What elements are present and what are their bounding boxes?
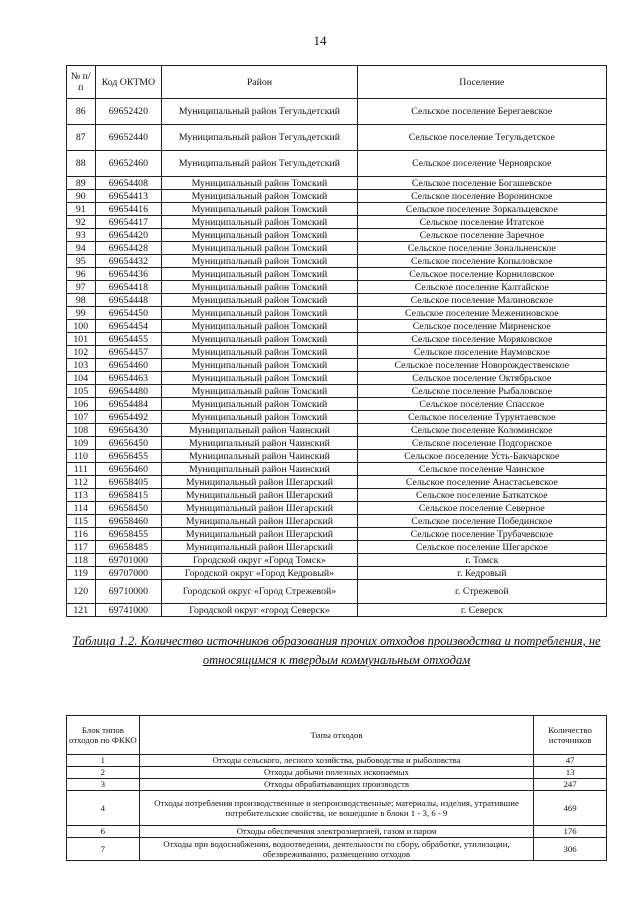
row-num: 104: [67, 372, 96, 385]
row-settlement: г. Кедровый: [357, 567, 606, 580]
row-settlement: г. Северск: [357, 604, 606, 617]
row-district: Муниципальный район Томский: [162, 346, 357, 359]
row-oktmo-code: 69658455: [95, 528, 162, 541]
row-settlement: Сельское поселение Коломинское: [357, 424, 606, 437]
row-num: 97: [67, 281, 96, 294]
table-header-row: [67, 66, 607, 99]
row-block: 7: [67, 838, 140, 861]
row-num: 102: [67, 346, 96, 359]
table-row: [67, 463, 607, 476]
row-num: 115: [67, 515, 96, 528]
row-settlement: Сельское поселение Мирненское: [357, 320, 606, 333]
row-oktmo-code: 69654432: [95, 255, 162, 268]
row-district: Муниципальный район Шегарский: [162, 502, 357, 515]
row-settlement: Сельское поселение Корниловское: [357, 268, 606, 281]
table-row: [67, 554, 607, 567]
row-district: Муниципальный район Шегарский: [162, 541, 357, 554]
row-num: 121: [67, 604, 96, 617]
row-settlement: Сельское поселение Межениновское: [357, 307, 606, 320]
row-district: Муниципальный район Тегульдетский: [162, 125, 357, 151]
row-settlement: Сельское поселение Моряковское: [357, 333, 606, 346]
row-district: Муниципальный район Томский: [162, 268, 357, 281]
row-oktmo-code: 69654417: [95, 216, 162, 229]
table-row: [67, 229, 607, 242]
row-num: 90: [67, 190, 96, 203]
row-num: 109: [67, 437, 96, 450]
table-row: [67, 541, 607, 554]
table-row: [67, 307, 607, 320]
row-district: Муниципальный район Томский: [162, 229, 357, 242]
row-settlement: Сельское поселение Итатское: [357, 216, 606, 229]
table-row: [67, 333, 607, 346]
row-oktmo-code: 69654457: [95, 346, 162, 359]
row-num: 114: [67, 502, 96, 515]
row-settlement: Сельское поселение Черноярское: [357, 151, 606, 177]
row-count: 176: [534, 826, 607, 838]
row-settlement: Сельское поселение Подгорнское: [357, 437, 606, 450]
row-oktmo-code: 69654455: [95, 333, 162, 346]
row-district: Муниципальный район Чаинский: [162, 450, 357, 463]
row-num: 111: [67, 463, 96, 476]
header-count: Количество источников: [534, 716, 607, 755]
waste-sources-table: [66, 715, 607, 861]
row-num: 120: [67, 580, 96, 604]
header-settlement: Поселение: [357, 66, 606, 99]
row-settlement: Сельское поселение Наумовское: [357, 346, 606, 359]
row-waste-type: Отходы сельского, лесного хозяйства, рыбоводства и рыболовства: [139, 755, 533, 767]
row-district: Муниципальный район Томский: [162, 385, 357, 398]
row-oktmo-code: 69654480: [95, 385, 162, 398]
row-oktmo-code: 69654416: [95, 203, 162, 216]
row-settlement: Сельское поселение Спасское: [357, 398, 606, 411]
row-oktmo-code: 69658485: [95, 541, 162, 554]
row-settlement: г. Стрежевой: [357, 580, 606, 604]
row-num: 116: [67, 528, 96, 541]
row-settlement: Сельское поселение Берегаевское: [357, 99, 606, 125]
row-district: Муниципальный район Томский: [162, 177, 357, 190]
row-district: Муниципальный район Томский: [162, 294, 357, 307]
table-row: [67, 424, 607, 437]
row-settlement: Сельское поселение Тегульдетское: [357, 125, 606, 151]
row-num: 113: [67, 489, 96, 502]
row-waste-type: Отходы при водоснабжении, водоотведении, деятельности по сбору, обработке, утилизации, обезвреживанию, размещению отходов: [139, 838, 533, 861]
table-caption: Таблица 1.2. Количество источников образования прочих отходов производства и потребления, не относящимся к твердым коммунальным отходам: [72, 634, 601, 667]
row-oktmo-code: 69658450: [95, 502, 162, 515]
table-row: [67, 476, 607, 489]
row-district: Городской округ «город Северск»: [162, 604, 357, 617]
row-settlement: Сельское поселение Усть-Бакчарское: [357, 450, 606, 463]
row-settlement: Сельское поселение Зоркальцевское: [357, 203, 606, 216]
row-count: 247: [534, 779, 607, 791]
table-row: [67, 502, 607, 515]
row-oktmo-code: 69707000: [95, 567, 162, 580]
table-row: [67, 190, 607, 203]
row-district: Муниципальный район Шегарский: [162, 489, 357, 502]
row-num: 99: [67, 307, 96, 320]
table-row: [67, 567, 607, 580]
row-oktmo-code: 69656455: [95, 450, 162, 463]
table-row: [67, 580, 607, 604]
table-row: [67, 255, 607, 268]
row-num: 119: [67, 567, 96, 580]
row-settlement: Сельское поселение Чаинское: [357, 463, 606, 476]
row-settlement: Сельское поселение Побединское: [357, 515, 606, 528]
row-district: Муниципальный район Томский: [162, 281, 357, 294]
row-district: Муниципальный район Томский: [162, 255, 357, 268]
row-oktmo-code: 69656430: [95, 424, 162, 437]
row-settlement: Сельское поселение Богашевское: [357, 177, 606, 190]
row-block: 4: [67, 791, 140, 826]
table-row: [67, 294, 607, 307]
header-num: № п/п: [67, 66, 96, 99]
row-district: Муниципальный район Шегарский: [162, 528, 357, 541]
row-block: 1: [67, 755, 140, 767]
header-waste-types: Типы отходов: [139, 716, 533, 755]
table-row: [67, 320, 607, 333]
row-district: Муниципальный район Чаинский: [162, 424, 357, 437]
table-row: [67, 203, 607, 216]
row-oktmo-code: 69656460: [95, 463, 162, 476]
row-oktmo-code: 69654463: [95, 372, 162, 385]
table-header-row: [67, 716, 607, 755]
row-district: Муниципальный район Томский: [162, 411, 357, 424]
row-district: Муниципальный район Чаинский: [162, 437, 357, 450]
settlements-table: [66, 65, 607, 617]
row-district: Муниципальный район Томский: [162, 203, 357, 216]
table-row: [67, 767, 607, 779]
table-row: [67, 779, 607, 791]
row-district: Муниципальный район Тегульдетский: [162, 99, 357, 125]
header-district: Район: [162, 66, 357, 99]
row-num: 95: [67, 255, 96, 268]
table-row: [67, 242, 607, 255]
row-oktmo-code: 69654413: [95, 190, 162, 203]
row-num: 112: [67, 476, 96, 489]
table-row: [67, 411, 607, 424]
row-count: 306: [534, 838, 607, 861]
row-oktmo-code: 69654428: [95, 242, 162, 255]
table-row: [67, 515, 607, 528]
row-num: 105: [67, 385, 96, 398]
table-row: [67, 372, 607, 385]
row-oktmo-code: 69652440: [95, 125, 162, 151]
row-settlement: Сельское поселение Октябрьское: [357, 372, 606, 385]
row-district: Муниципальный район Томский: [162, 216, 357, 229]
table-row: [67, 125, 607, 151]
row-settlement: Сельское поселение Северное: [357, 502, 606, 515]
row-settlement: Сельское поселение Заречное: [357, 229, 606, 242]
row-num: 88: [67, 151, 96, 177]
row-district: Муниципальный район Томский: [162, 333, 357, 346]
row-block: 3: [67, 779, 140, 791]
row-oktmo-code: 69654454: [95, 320, 162, 333]
page-number: 14: [313, 33, 327, 48]
table-row: [67, 268, 607, 281]
table-row: [67, 281, 607, 294]
row-settlement: Сельское поселение Калтайское: [357, 281, 606, 294]
table-row: [67, 177, 607, 190]
row-district: Городской округ «Город Кедровый»: [162, 567, 357, 580]
table-row: [67, 437, 607, 450]
table-row: [67, 604, 607, 617]
row-settlement: Сельское поселение Зональненское: [357, 242, 606, 255]
row-district: Муниципальный район Шегарский: [162, 476, 357, 489]
header-block: Блок типов отходов по ФККО: [67, 716, 140, 755]
row-district: Муниципальный район Томский: [162, 242, 357, 255]
row-settlement: Сельское поселение Трубачевское: [357, 528, 606, 541]
row-settlement: Сельское поселение Воронинское: [357, 190, 606, 203]
row-settlement: Сельское поселение Шегарское: [357, 541, 606, 554]
row-block: 6: [67, 826, 140, 838]
row-waste-type: Отходы добычи полезных ископаемых: [139, 767, 533, 779]
row-count: 47: [534, 755, 607, 767]
row-oktmo-code: 69654448: [95, 294, 162, 307]
table-row: [67, 528, 607, 541]
table-row: [67, 151, 607, 177]
row-count: 469: [534, 791, 607, 826]
table-row: [67, 489, 607, 502]
row-num: 107: [67, 411, 96, 424]
row-num: 96: [67, 268, 96, 281]
row-oktmo-code: 69654436: [95, 268, 162, 281]
row-oktmo-code: 69654408: [95, 177, 162, 190]
table-row: [67, 385, 607, 398]
row-num: 92: [67, 216, 96, 229]
row-settlement: Сельское поселение Рыбаловское: [357, 385, 606, 398]
row-settlement: Сельское поселение Копыловское: [357, 255, 606, 268]
row-num: 117: [67, 541, 96, 554]
row-oktmo-code: 69654492: [95, 411, 162, 424]
row-num: 110: [67, 450, 96, 463]
row-settlement: Сельское поселение Баткатское: [357, 489, 606, 502]
row-num: 103: [67, 359, 96, 372]
row-oktmo-code: 69656450: [95, 437, 162, 450]
row-oktmo-code: 69658415: [95, 489, 162, 502]
table-row: [67, 359, 607, 372]
row-num: 101: [67, 333, 96, 346]
row-num: 89: [67, 177, 96, 190]
row-oktmo-code: 69654460: [95, 359, 162, 372]
row-waste-type: Отходы обеспечения электроэнергией, газом и паром: [139, 826, 533, 838]
row-district: Муниципальный район Томский: [162, 372, 357, 385]
row-district: Городской округ «Город Стрежевой»: [162, 580, 357, 604]
table-row: [67, 398, 607, 411]
row-settlement: Сельское поселение Новорождественское: [357, 359, 606, 372]
row-num: 93: [67, 229, 96, 242]
table-row: [67, 838, 607, 861]
row-num: 118: [67, 554, 96, 567]
row-district: Муниципальный район Томский: [162, 320, 357, 333]
row-num: 98: [67, 294, 96, 307]
row-oktmo-code: 69658405: [95, 476, 162, 489]
row-district: Муниципальный район Чаинский: [162, 463, 357, 476]
row-district: Муниципальный район Томский: [162, 307, 357, 320]
row-settlement: Сельское поселение Анастасьевское: [357, 476, 606, 489]
row-num: 91: [67, 203, 96, 216]
row-num: 87: [67, 125, 96, 151]
row-num: 108: [67, 424, 96, 437]
row-num: 100: [67, 320, 96, 333]
row-oktmo-code: 69652420: [95, 99, 162, 125]
row-district: Муниципальный район Томский: [162, 398, 357, 411]
row-district: Муниципальный район Шегарский: [162, 515, 357, 528]
row-num: 106: [67, 398, 96, 411]
row-oktmo-code: 69701000: [95, 554, 162, 567]
table-row: [67, 791, 607, 826]
row-waste-type: Отходы обрабатывающих производств: [139, 779, 533, 791]
row-block: 2: [67, 767, 140, 779]
row-count: 13: [534, 767, 607, 779]
row-oktmo-code: 69710000: [95, 580, 162, 604]
row-oktmo-code: 69652460: [95, 151, 162, 177]
row-oktmo-code: 69658460: [95, 515, 162, 528]
row-oktmo-code: 69741000: [95, 604, 162, 617]
row-oktmo-code: 69654420: [95, 229, 162, 242]
table-row: [67, 450, 607, 463]
table-row: [67, 216, 607, 229]
row-oktmo-code: 69654418: [95, 281, 162, 294]
row-waste-type: Отходы потребления производственные и непроизводственные; материалы, изделия, утратившие потребительские свойства, не вошедшие в блоки 1 - 3, 6 - 9: [139, 791, 533, 826]
header-oktmo-code: Код ОКТМО: [95, 66, 162, 99]
row-oktmo-code: 69654484: [95, 398, 162, 411]
row-district: Муниципальный район Томский: [162, 359, 357, 372]
table-row: [67, 99, 607, 125]
table-row: [67, 755, 607, 767]
row-district: Муниципальный район Томский: [162, 190, 357, 203]
table-row: [67, 346, 607, 359]
row-settlement: г. Томск: [357, 554, 606, 567]
row-num: 94: [67, 242, 96, 255]
row-settlement: Сельское поселение Турунтаевское: [357, 411, 606, 424]
row-district: Муниципальный район Тегульдетский: [162, 151, 357, 177]
row-oktmo-code: 69654450: [95, 307, 162, 320]
table-row: [67, 826, 607, 838]
row-settlement: Сельское поселение Малиновское: [357, 294, 606, 307]
row-num: 86: [67, 99, 96, 125]
row-district: Городской округ «Город Томск»: [162, 554, 357, 567]
